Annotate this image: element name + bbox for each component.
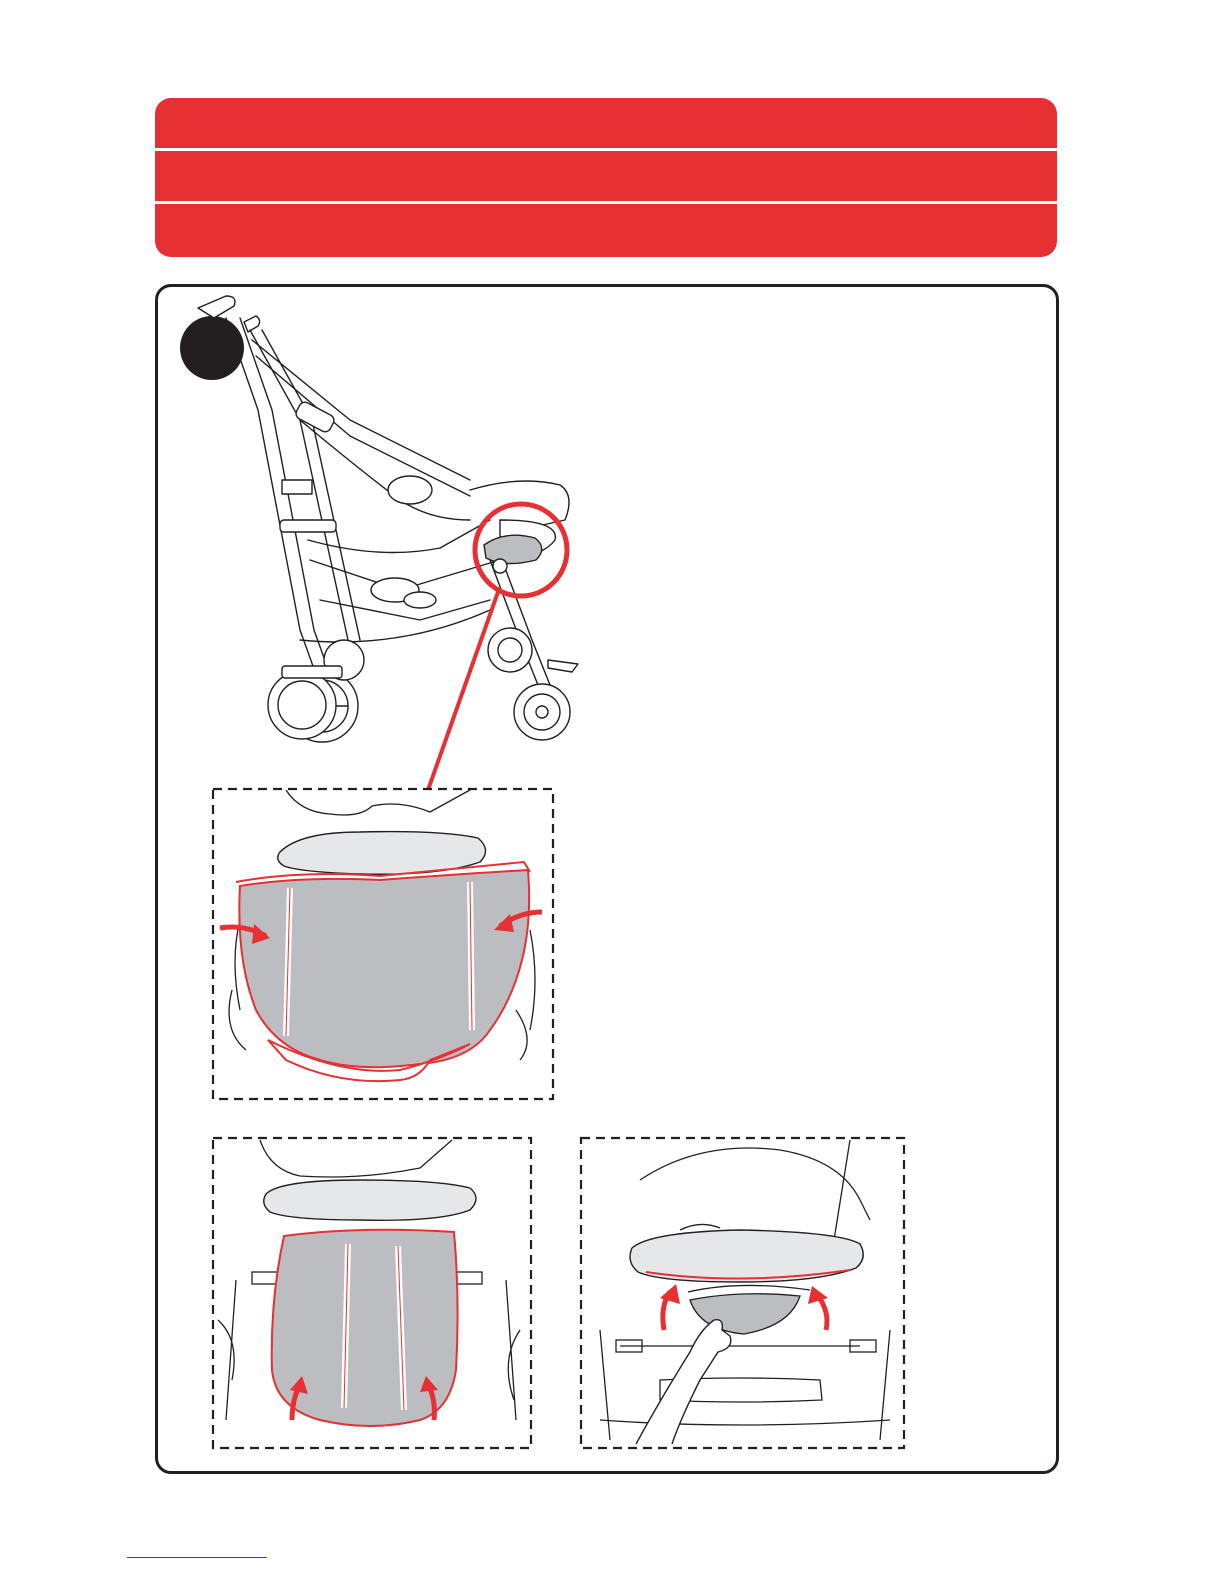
footer-rule xyxy=(127,1557,267,1558)
detail-basket-fold xyxy=(213,1138,531,1448)
detail-basket-wrap xyxy=(213,789,553,1099)
detail-basket-tuck xyxy=(581,1138,904,1448)
stroller-icon xyxy=(198,296,578,742)
